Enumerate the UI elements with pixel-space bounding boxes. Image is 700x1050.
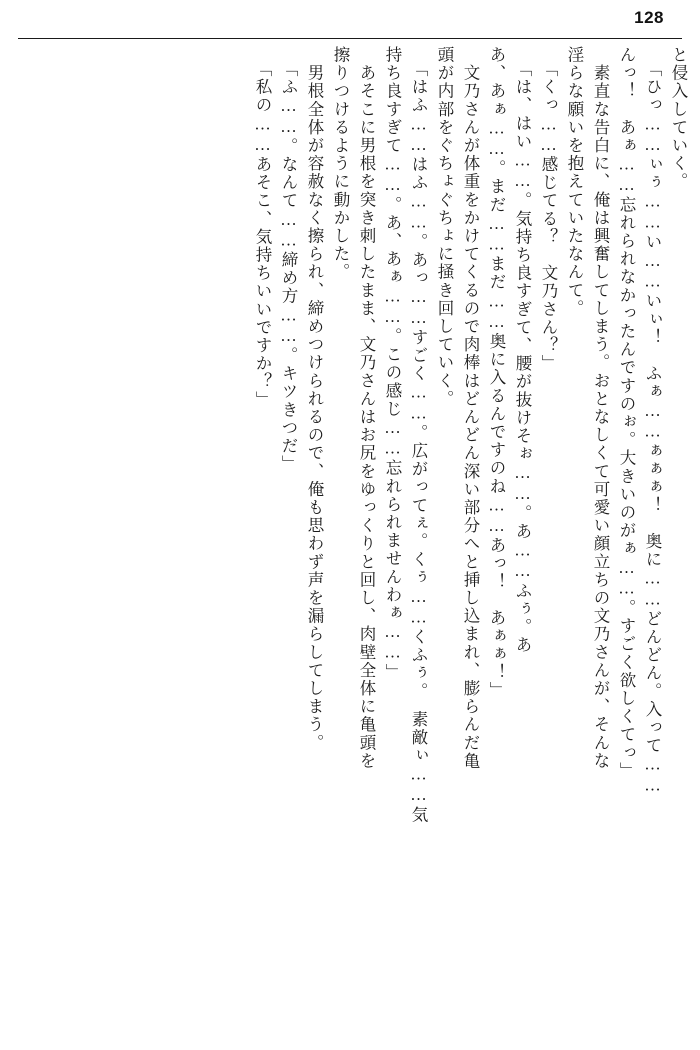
text-column: 頭が内部をぐちょぐちょに掻き回していく。 [435,46,454,408]
text-column: 「私の……あそこ、気持ちいいですか？」 [253,60,272,409]
text-column: と侵入していく。 [669,46,688,191]
text-column: 男根全体が容赦なく擦られ、締めつけられるので、俺も思わず声を漏らしてしまう。 [305,46,324,752]
text-column: 「くっ……感じてる？ 文乃さん？」 [539,60,558,373]
text-column: 「はふ……はふ……。あっ……すごく……。広がってぇ。くぅ……くふぅ。 素敵ぃ……気 [409,60,428,824]
vertical-text-block [14,46,686,1036]
text-column: 文乃さんが体重をかけてくるので肉棒はどんどん深い部分へと挿し込まれ、膨らんだ亀 [461,46,480,770]
header-divider [18,38,682,39]
text-column: んっ！ あぁ……忘れられなかったんですのぉ。大きいのがぁ……。すごく欲しくてっ」 [617,46,636,780]
text-column: 淫らな願いを抱えていたなんて。 [565,46,584,318]
text-column: 素直な告白に、俺は興奮してしまう。おとなしくて可愛い顔立ちの文乃さんが、そんな [591,46,610,770]
text-column: 「は、はい……。気持ち良すぎて、腰が抜けそぉ……。あ……ふぅ。あ [513,60,532,655]
page-number: 128 [634,8,664,27]
text-column: 「ふ……。なんて……締め方……。キツきつだ」 [279,60,298,474]
text-column: あ、あぁ……。まだ……まだ……奥に入るんですのね……あっ！ あぁぁ！」 [487,46,506,700]
text-column: あそこに男根を突き刺したまま、文乃さんはお尻をゆっくりと回し、肉壁全体に亀頭を [357,46,376,770]
text-column: 持ち良すぎて……。あ、あぁ……。この感じ……忘れられませんわぁ……」 [383,46,402,682]
text-column: 擦りつけるように動かした。 [331,46,350,282]
text-column: 「ひっ……ぃぅ……い……いぃ！ ふぁ……ぁぁぁ！ 奥に……どんどん。入って…… [643,60,662,796]
